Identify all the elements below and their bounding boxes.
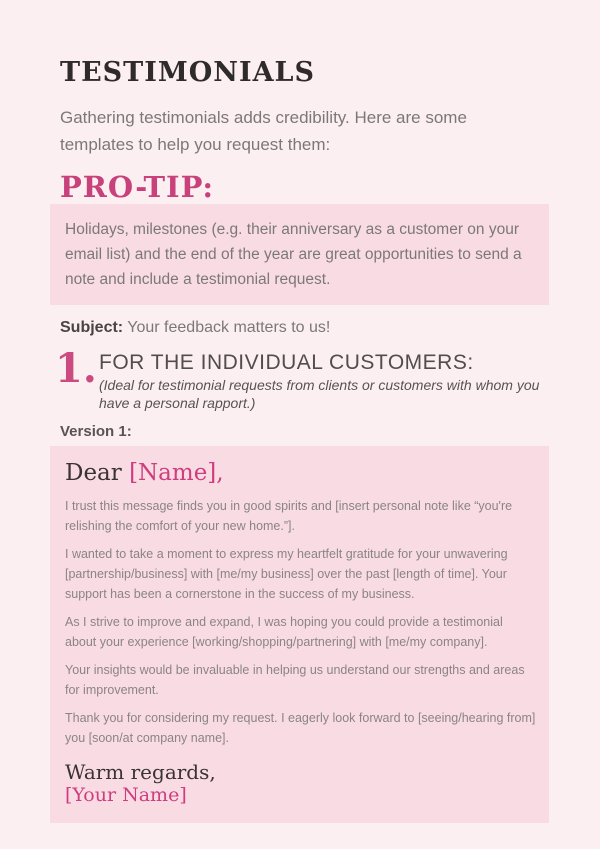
section-heading: FOR THE INDIVIDUAL CUSTOMERS: <box>99 351 474 375</box>
section-individual-customers <box>55 345 549 412</box>
salutation-name-placeholder: [Name], <box>129 460 224 487</box>
pro-tip-box <box>50 204 549 305</box>
subject-text: Your feedback matters to us! <box>127 319 331 337</box>
letter-signature-placeholder: [Your Name] <box>65 784 187 807</box>
version-label: Version 1: <box>60 423 132 441</box>
salutation-prefix: Dear <box>65 460 130 487</box>
pro-tip-text: Holidays, milestones (e.g. their anniversary as a customer on your email list) and the end of the year are great opportunities to send a note and include a testimonial request. <box>65 221 522 289</box>
letter-paragraph: I wanted to take a moment to express my heartfelt gratitude for your unwavering [partnership/business] with [me/my business] over the past [length of time]. Your support has been a cornerstone in the success of my business. <box>65 547 508 602</box>
section-note: (Ideal for testimonial requests from clients or customers with whom you have a personal rapport.) <box>99 377 540 412</box>
letter-paragraph: As I strive to improve and expand, I was hoping you could provide a testimonial about your experience [working/shopping/partnering] with [me/my company]. <box>65 615 503 650</box>
page-title: TESTIMONIALS <box>60 57 316 88</box>
subject-label: Subject: <box>60 319 124 337</box>
section-heading-group <box>99 348 549 412</box>
letter-template-box <box>50 446 549 823</box>
letter-paragraph: I trust this message finds you in good spirits and [insert personal note like “you're relishing the comfort of your new home.”]. <box>65 499 513 534</box>
letter-paragraph: Your insights would be invaluable in helping us understand our strengths and areas for improvement. <box>65 663 525 698</box>
section-number: 1. <box>55 345 97 393</box>
intro-text: Gathering testimonials adds credibility. Here are some templates to help you request them: <box>60 108 467 155</box>
letter-salutation <box>65 458 536 488</box>
letter-paragraph: Thank you for considering my request. I eagerly look forward to [seeing/hearing from] you [soon/at company name]. <box>65 711 536 746</box>
subject-line <box>60 319 549 337</box>
pro-tip-heading: PRO-TIP: <box>60 170 215 205</box>
letter-closing: Warm regards, <box>65 760 216 785</box>
